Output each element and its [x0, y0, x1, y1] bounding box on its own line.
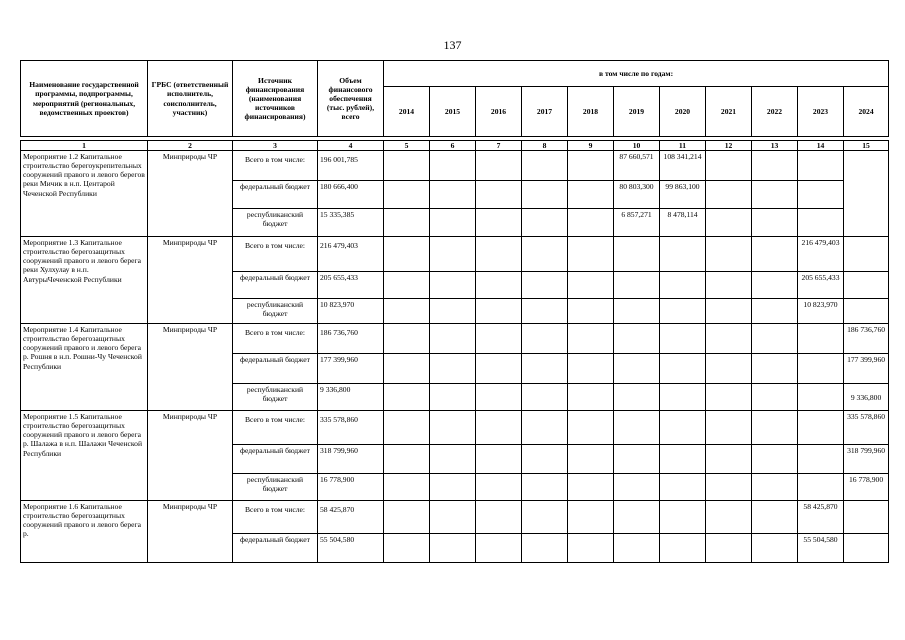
source-republic: республиканский бюджет	[233, 299, 318, 324]
header-years-group: в том числе по годам:	[384, 61, 889, 87]
source-federal: федеральный бюджет	[233, 354, 318, 384]
value-2023	[798, 474, 844, 501]
column-number: 14	[798, 141, 844, 151]
value-2020	[660, 299, 706, 324]
value-2019: 87 660,571	[614, 151, 660, 181]
column-number: 8	[522, 141, 568, 151]
header-name: Наименование государственной программы, подпрограммы, мероприятий (региональных, ведомственных проектов)	[21, 61, 148, 137]
measure-grbs: Минприроды ЧР	[148, 411, 233, 501]
column-number: 4	[318, 141, 384, 151]
amount-federal: 318 799,960	[318, 445, 384, 474]
value-2019	[614, 534, 660, 563]
amount-republic: 16 778,900	[318, 474, 384, 501]
value-2019	[614, 474, 660, 501]
value-2020	[660, 324, 706, 354]
column-number: 12	[706, 141, 752, 151]
value-2020	[660, 534, 706, 563]
value-2024: 335 578,860	[844, 411, 889, 445]
measure-grbs: Минприроды ЧР	[148, 501, 233, 563]
amount-federal: 205 655,433	[318, 272, 384, 299]
column-number: 5	[384, 141, 430, 151]
measure-name: Мероприятие 1.5 Капитальное строительство берегозащитных сооружений правого и левого берега р. Шалажа в н.п. Шалажи Чеченской Республики	[21, 411, 148, 501]
value-2024: 318 799,960	[844, 445, 889, 474]
page-number: 137	[443, 38, 462, 52]
measure-grbs: Минприроды ЧР	[148, 237, 233, 324]
measure-name: Мероприятие 1.3 Капитальное строительство берегозащитных сооружений правого и левого берега реки Хулхулау в н.п. АвтурыЧеченской Республики	[21, 237, 148, 324]
value-2019	[614, 445, 660, 474]
table-row	[21, 411, 889, 445]
amount-federal: 55 504,580	[318, 534, 384, 563]
header-year: 2014	[384, 87, 430, 137]
header-volume: Объем финансового обеспечения (тыс. рублей), всего	[318, 61, 384, 137]
value-2019	[614, 299, 660, 324]
value-2020: 99 863,100	[660, 181, 706, 209]
column-number: 3	[233, 141, 318, 151]
value-2019	[614, 384, 660, 411]
value-2020	[660, 272, 706, 299]
value-2023	[798, 354, 844, 384]
value-2024	[844, 151, 889, 237]
source-federal: федеральный бюджет	[233, 181, 318, 209]
value-2023	[798, 181, 844, 209]
column-number: 1	[21, 141, 148, 151]
source-republic: республиканский бюджет	[233, 384, 318, 411]
table-row	[21, 151, 889, 181]
column-number-row	[21, 141, 889, 151]
amount-republic: 10 823,970	[318, 299, 384, 324]
value-2020	[660, 411, 706, 445]
value-2019: 6 857,271	[614, 209, 660, 237]
measure-name: Мероприятие 1.6 Капитальное строительство берегозащитных сооружений правого и левого берега р.	[21, 501, 148, 563]
source-total: Всего в том числе:	[233, 151, 318, 181]
header-year: 2017	[522, 87, 568, 137]
value-2024	[844, 299, 889, 324]
header-year: 2019	[614, 87, 660, 137]
amount-total: 58 425,870	[318, 501, 384, 534]
source-federal: федеральный бюджет	[233, 534, 318, 563]
column-number: 10	[614, 141, 660, 151]
measure-grbs: Минприроды ЧР	[148, 324, 233, 411]
value-2023: 10 823,970	[798, 299, 844, 324]
table-row	[21, 501, 889, 534]
table-row	[21, 237, 889, 272]
source-total: Всего в том числе:	[233, 324, 318, 354]
value-2020	[660, 501, 706, 534]
value-2024: 16 778,900	[844, 474, 889, 501]
value-2023	[798, 384, 844, 411]
amount-republic: 9 336,800	[318, 384, 384, 411]
amount-total: 335 578,860	[318, 411, 384, 445]
source-republic: республиканский бюджет	[233, 474, 318, 501]
value-2019	[614, 272, 660, 299]
table-row	[21, 324, 889, 354]
amount-total: 186 736,760	[318, 324, 384, 354]
amount-total: 216 479,403	[318, 237, 384, 272]
value-2024	[844, 272, 889, 299]
value-2023	[798, 209, 844, 237]
value-2020: 108 341,214	[660, 151, 706, 181]
value-2023: 58 425,870	[798, 501, 844, 534]
value-2019	[614, 324, 660, 354]
header-year: 2022	[752, 87, 798, 137]
value-2024: 186 736,760	[844, 324, 889, 354]
value-2019	[614, 411, 660, 445]
header-source: Источник финансирования (наименования источников финансирования)	[233, 61, 318, 137]
source-total: Всего в том числе:	[233, 501, 318, 534]
column-number: 9	[568, 141, 614, 151]
column-number: 6	[430, 141, 476, 151]
value-2020	[660, 474, 706, 501]
source-total: Всего в том числе:	[233, 411, 318, 445]
measure-name: Мероприятие 1.4 Капитальное строительство берегозащитных сооружений правого и левого берега р. Рошня в н.п. Рошни-Чу Чеченской Республики	[21, 324, 148, 411]
header-year: 2018	[568, 87, 614, 137]
value-2024: 177 399,960	[844, 354, 889, 384]
value-2023	[798, 445, 844, 474]
value-2024: 9 336,800	[844, 384, 889, 411]
amount-republic: 15 335,385	[318, 209, 384, 237]
header-year: 2016	[476, 87, 522, 137]
value-2024	[844, 501, 889, 534]
column-number: 11	[660, 141, 706, 151]
measure-name: Мероприятие 1.2 Капитальное строительство берегоукрепительных сооружений правого и левого берегов реки Мичик в н.п. Центарой Чеченской Республики	[21, 151, 148, 237]
header-year: 2020	[660, 87, 706, 137]
column-number: 13	[752, 141, 798, 151]
source-republic: республиканский бюджет	[233, 209, 318, 237]
value-2023: 55 504,580	[798, 534, 844, 563]
value-2023	[798, 324, 844, 354]
amount-total: 196 001,785	[318, 151, 384, 181]
value-2019	[614, 354, 660, 384]
column-number: 2	[148, 141, 233, 151]
value-2023: 216 479,403	[798, 237, 844, 272]
header-grbs: ГРБС (ответственный исполнитель, соисполнитель, участник)	[148, 61, 233, 137]
amount-federal: 177 399,960	[318, 354, 384, 384]
value-2020	[660, 354, 706, 384]
header-year: 2015	[430, 87, 476, 137]
value-2020	[660, 384, 706, 411]
column-number: 15	[844, 141, 889, 151]
amount-federal: 180 666,400	[318, 181, 384, 209]
value-2024	[844, 237, 889, 272]
value-2020: 8 478,114	[660, 209, 706, 237]
value-2023: 205 655,433	[798, 272, 844, 299]
measure-grbs: Минприроды ЧР	[148, 151, 233, 237]
source-federal: федеральный бюджет	[233, 445, 318, 474]
column-number: 7	[476, 141, 522, 151]
value-2020	[660, 445, 706, 474]
source-federal: федеральный бюджет	[233, 272, 318, 299]
value-2023	[798, 411, 844, 445]
value-2019: 80 803,300	[614, 181, 660, 209]
value-2019	[614, 501, 660, 534]
financing-table	[20, 60, 889, 563]
value-2024	[844, 534, 889, 563]
value-2019	[614, 237, 660, 272]
header-year: 2021	[706, 87, 752, 137]
header-year: 2023	[798, 87, 844, 137]
header-year: 2024	[844, 87, 889, 137]
source-total: Всего в том числе:	[233, 237, 318, 272]
value-2023	[798, 151, 844, 181]
value-2020	[660, 237, 706, 272]
